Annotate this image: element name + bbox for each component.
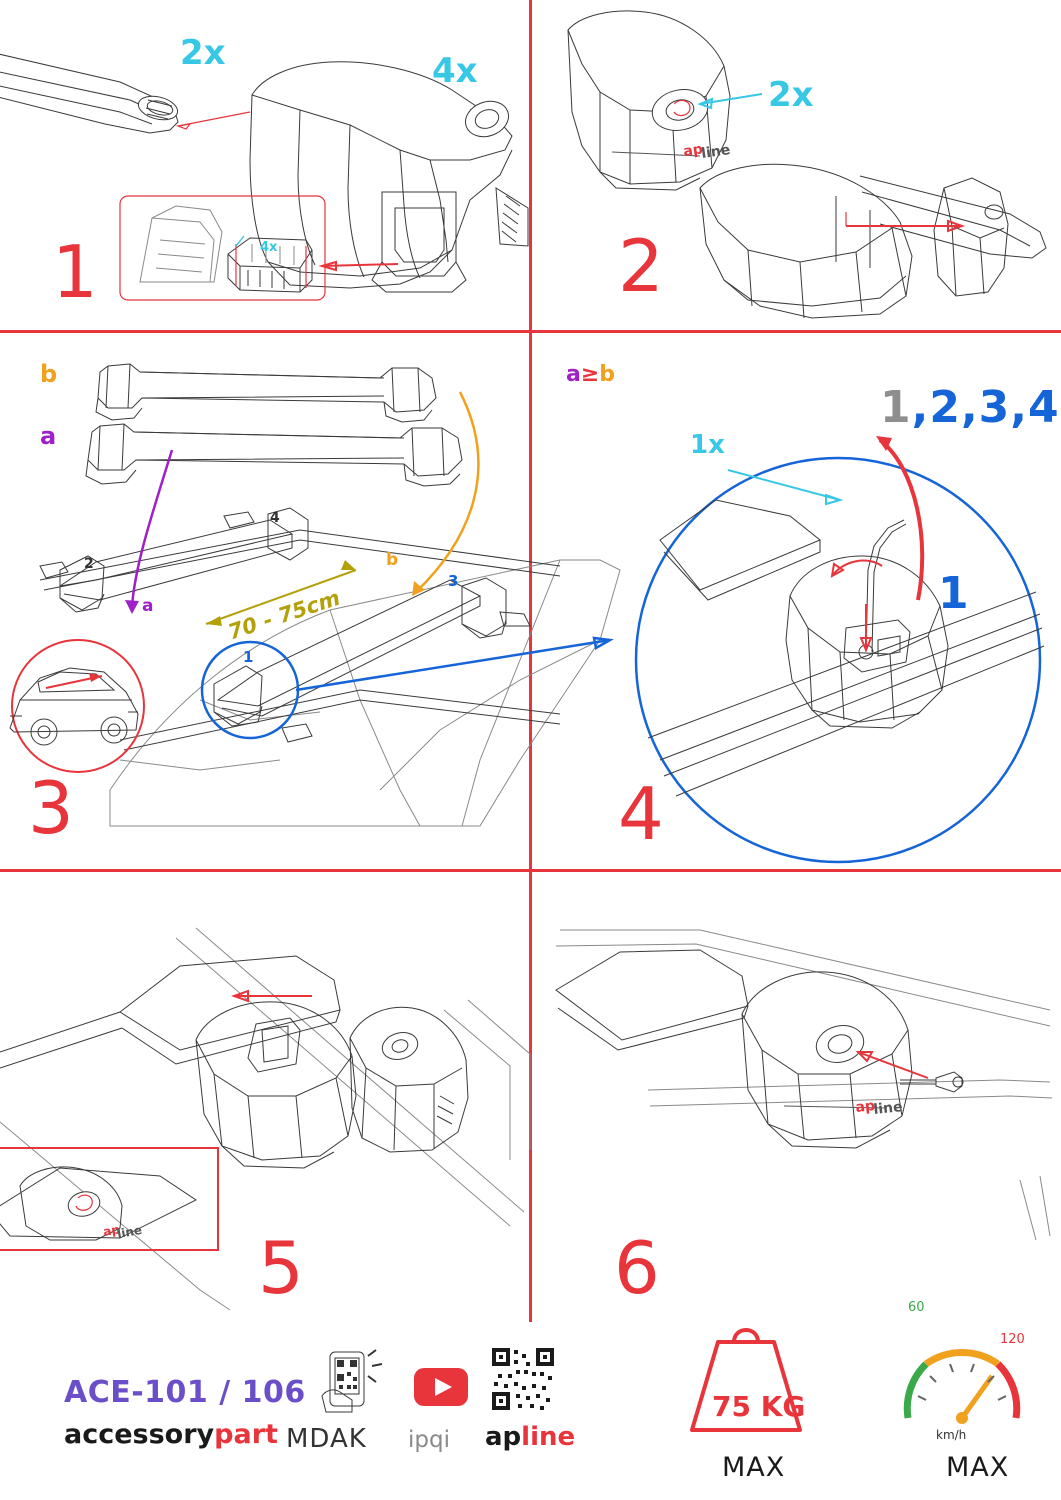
svg-text:line: line bbox=[116, 1222, 144, 1241]
condition-b: b bbox=[599, 362, 616, 387]
step-number-5: 5 bbox=[258, 1226, 303, 1310]
svg-text:ap: ap bbox=[854, 1098, 876, 1116]
condition-operator: ≥ bbox=[580, 362, 600, 387]
step-number-4: 4 bbox=[618, 772, 663, 856]
bar-label-a: a bbox=[40, 422, 57, 450]
condition-a: a bbox=[566, 362, 581, 387]
max-weight-label: MAX bbox=[722, 1452, 786, 1483]
gauge-max-label: 120 bbox=[1000, 1332, 1025, 1347]
speed-unit-label: km/h bbox=[936, 1428, 967, 1442]
svg-text:line: line bbox=[700, 142, 732, 162]
brand-ipqi: ipqi bbox=[408, 1427, 450, 1453]
brand-mdak: MDAK bbox=[286, 1424, 367, 1454]
sequence-rest: ,2,3,4 bbox=[911, 382, 1060, 433]
brand-apline: apline bbox=[485, 1422, 576, 1452]
gauge-min-label: 60 bbox=[908, 1300, 925, 1315]
brand-accessorypart: accessorypart bbox=[64, 1419, 278, 1450]
step-number-3: 3 bbox=[28, 766, 73, 850]
quantity-4x-pad: 4x bbox=[260, 240, 278, 255]
quantity-2x-rail: 2x bbox=[180, 33, 226, 73]
max-weight-value: 75 KG bbox=[712, 1390, 806, 1423]
sequence-first: 1 bbox=[880, 382, 912, 433]
bar-label-b: b bbox=[40, 360, 58, 388]
dimension-label: 70 - 75cm bbox=[225, 585, 343, 645]
quantity-2x-lock: 2x bbox=[768, 75, 814, 115]
svg-text:ap: ap bbox=[102, 1222, 121, 1239]
inline-label-b: b bbox=[386, 550, 399, 570]
max-speed-label: MAX bbox=[946, 1452, 1010, 1483]
step-number-6: 6 bbox=[614, 1226, 659, 1310]
torque-step-marker: 1 bbox=[938, 568, 969, 619]
inline-label-a: a bbox=[142, 596, 154, 616]
quantity-4x-foot: 4x bbox=[432, 51, 478, 91]
position-marker-3: 3 bbox=[448, 572, 459, 590]
product-code: ACE-101 / 106 bbox=[64, 1375, 306, 1410]
position-marker-1: 1 bbox=[243, 648, 254, 666]
quantity-1x-tool: 1x bbox=[690, 430, 725, 460]
svg-text:line: line bbox=[872, 1099, 904, 1118]
svg-text:ap: ap bbox=[682, 141, 704, 160]
step-number-1: 1 bbox=[52, 230, 97, 314]
position-marker-4: 4 bbox=[270, 510, 280, 526]
position-marker-2: 2 bbox=[84, 556, 94, 572]
step-number-2: 2 bbox=[618, 224, 663, 308]
